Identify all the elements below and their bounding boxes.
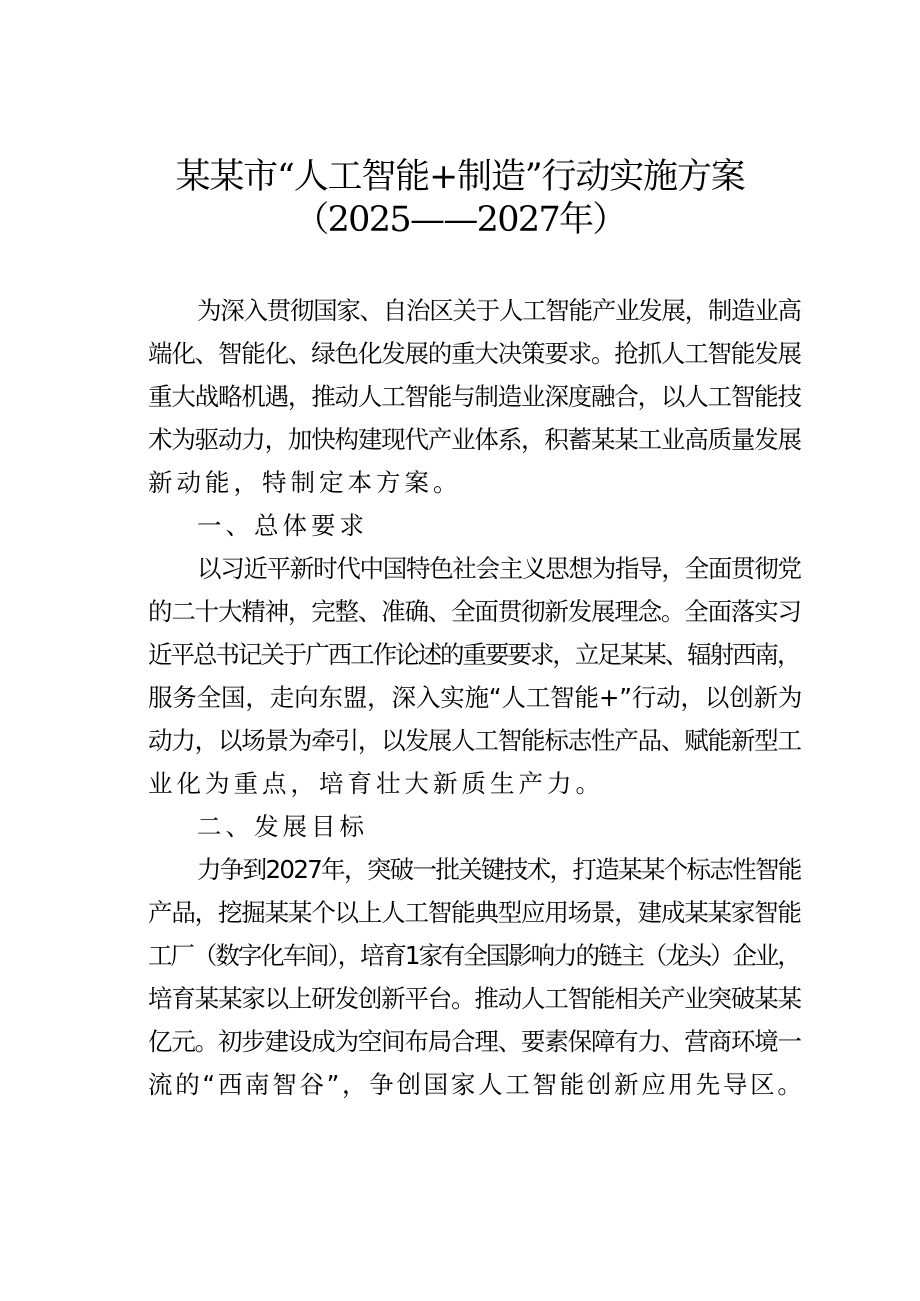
intro-paragraph-line: 新动能，特制定本方案。 xyxy=(148,468,462,497)
section-heading-general-requirements: 一、总体要求 xyxy=(197,511,368,540)
goals-paragraph-line: 力争到2027年，突破一批关键技术，打造某某个标志性智能 xyxy=(197,855,801,884)
intro-paragraph-line: 端化、智能化、绿色化发展的重大决策要求。抢抓人工智能发展 xyxy=(148,339,801,368)
intro-paragraph-line: 术为驱动力，加快构建现代产业体系，积蓄某某工业高质量发展 xyxy=(148,425,801,454)
intro-paragraph-line: 重大战略机遇，推动人工智能与制造业深度融合，以人工智能技 xyxy=(148,382,801,411)
goals-paragraph-line: 产品，挖掘某某个以上人工智能典型应用场景，建成某某家智能 xyxy=(148,898,801,927)
requirements-paragraph-line: 以习近平新时代中国特色社会主义思想为指导，全面贯彻党 xyxy=(197,554,801,583)
goals-paragraph-line: 亿元。初步建设成为空间布局合理、要素保障有力、营商环境一 xyxy=(148,1027,801,1056)
goals-paragraph-line: 工厂（数字化车间），培育1家有全国影响力的链主（龙头）企业， xyxy=(148,941,800,970)
requirements-paragraph-line: 服务全国，走向东盟，深入实施“人工智能+”行动，以创新为 xyxy=(148,683,803,712)
intro-paragraph-line: 为深入贯彻国家、自治区关于人工智能产业发展，制造业高 xyxy=(197,296,801,325)
requirements-paragraph-line: 近平总书记关于广西工作论述的重要要求，立足某某、辐射西南， xyxy=(148,640,800,669)
requirements-paragraph-line: 动力，以场景为牵引，以发展人工智能标志性产品、赋能新型工 xyxy=(148,726,801,755)
goals-paragraph-line: 培育某某家以上研发创新平台。推动人工智能相关产业突破某某 xyxy=(148,984,801,1013)
goals-paragraph-line: 流的“西南智谷”，争创国家人工智能创新应用先导区。 xyxy=(148,1070,805,1099)
document-title: 某某市“人工智能+制造”行动实施方案 xyxy=(175,157,745,197)
section-heading-development-goals: 二、发展目标 xyxy=(197,812,368,841)
document-subtitle-years: （2025——2027年） xyxy=(294,200,626,240)
requirements-paragraph-line: 业化为重点，培育壮大新质生产力。 xyxy=(148,769,604,798)
requirements-paragraph-line: 的二十大精神，完整、准确、全面贯彻新发展理念。全面落实习 xyxy=(148,597,801,626)
